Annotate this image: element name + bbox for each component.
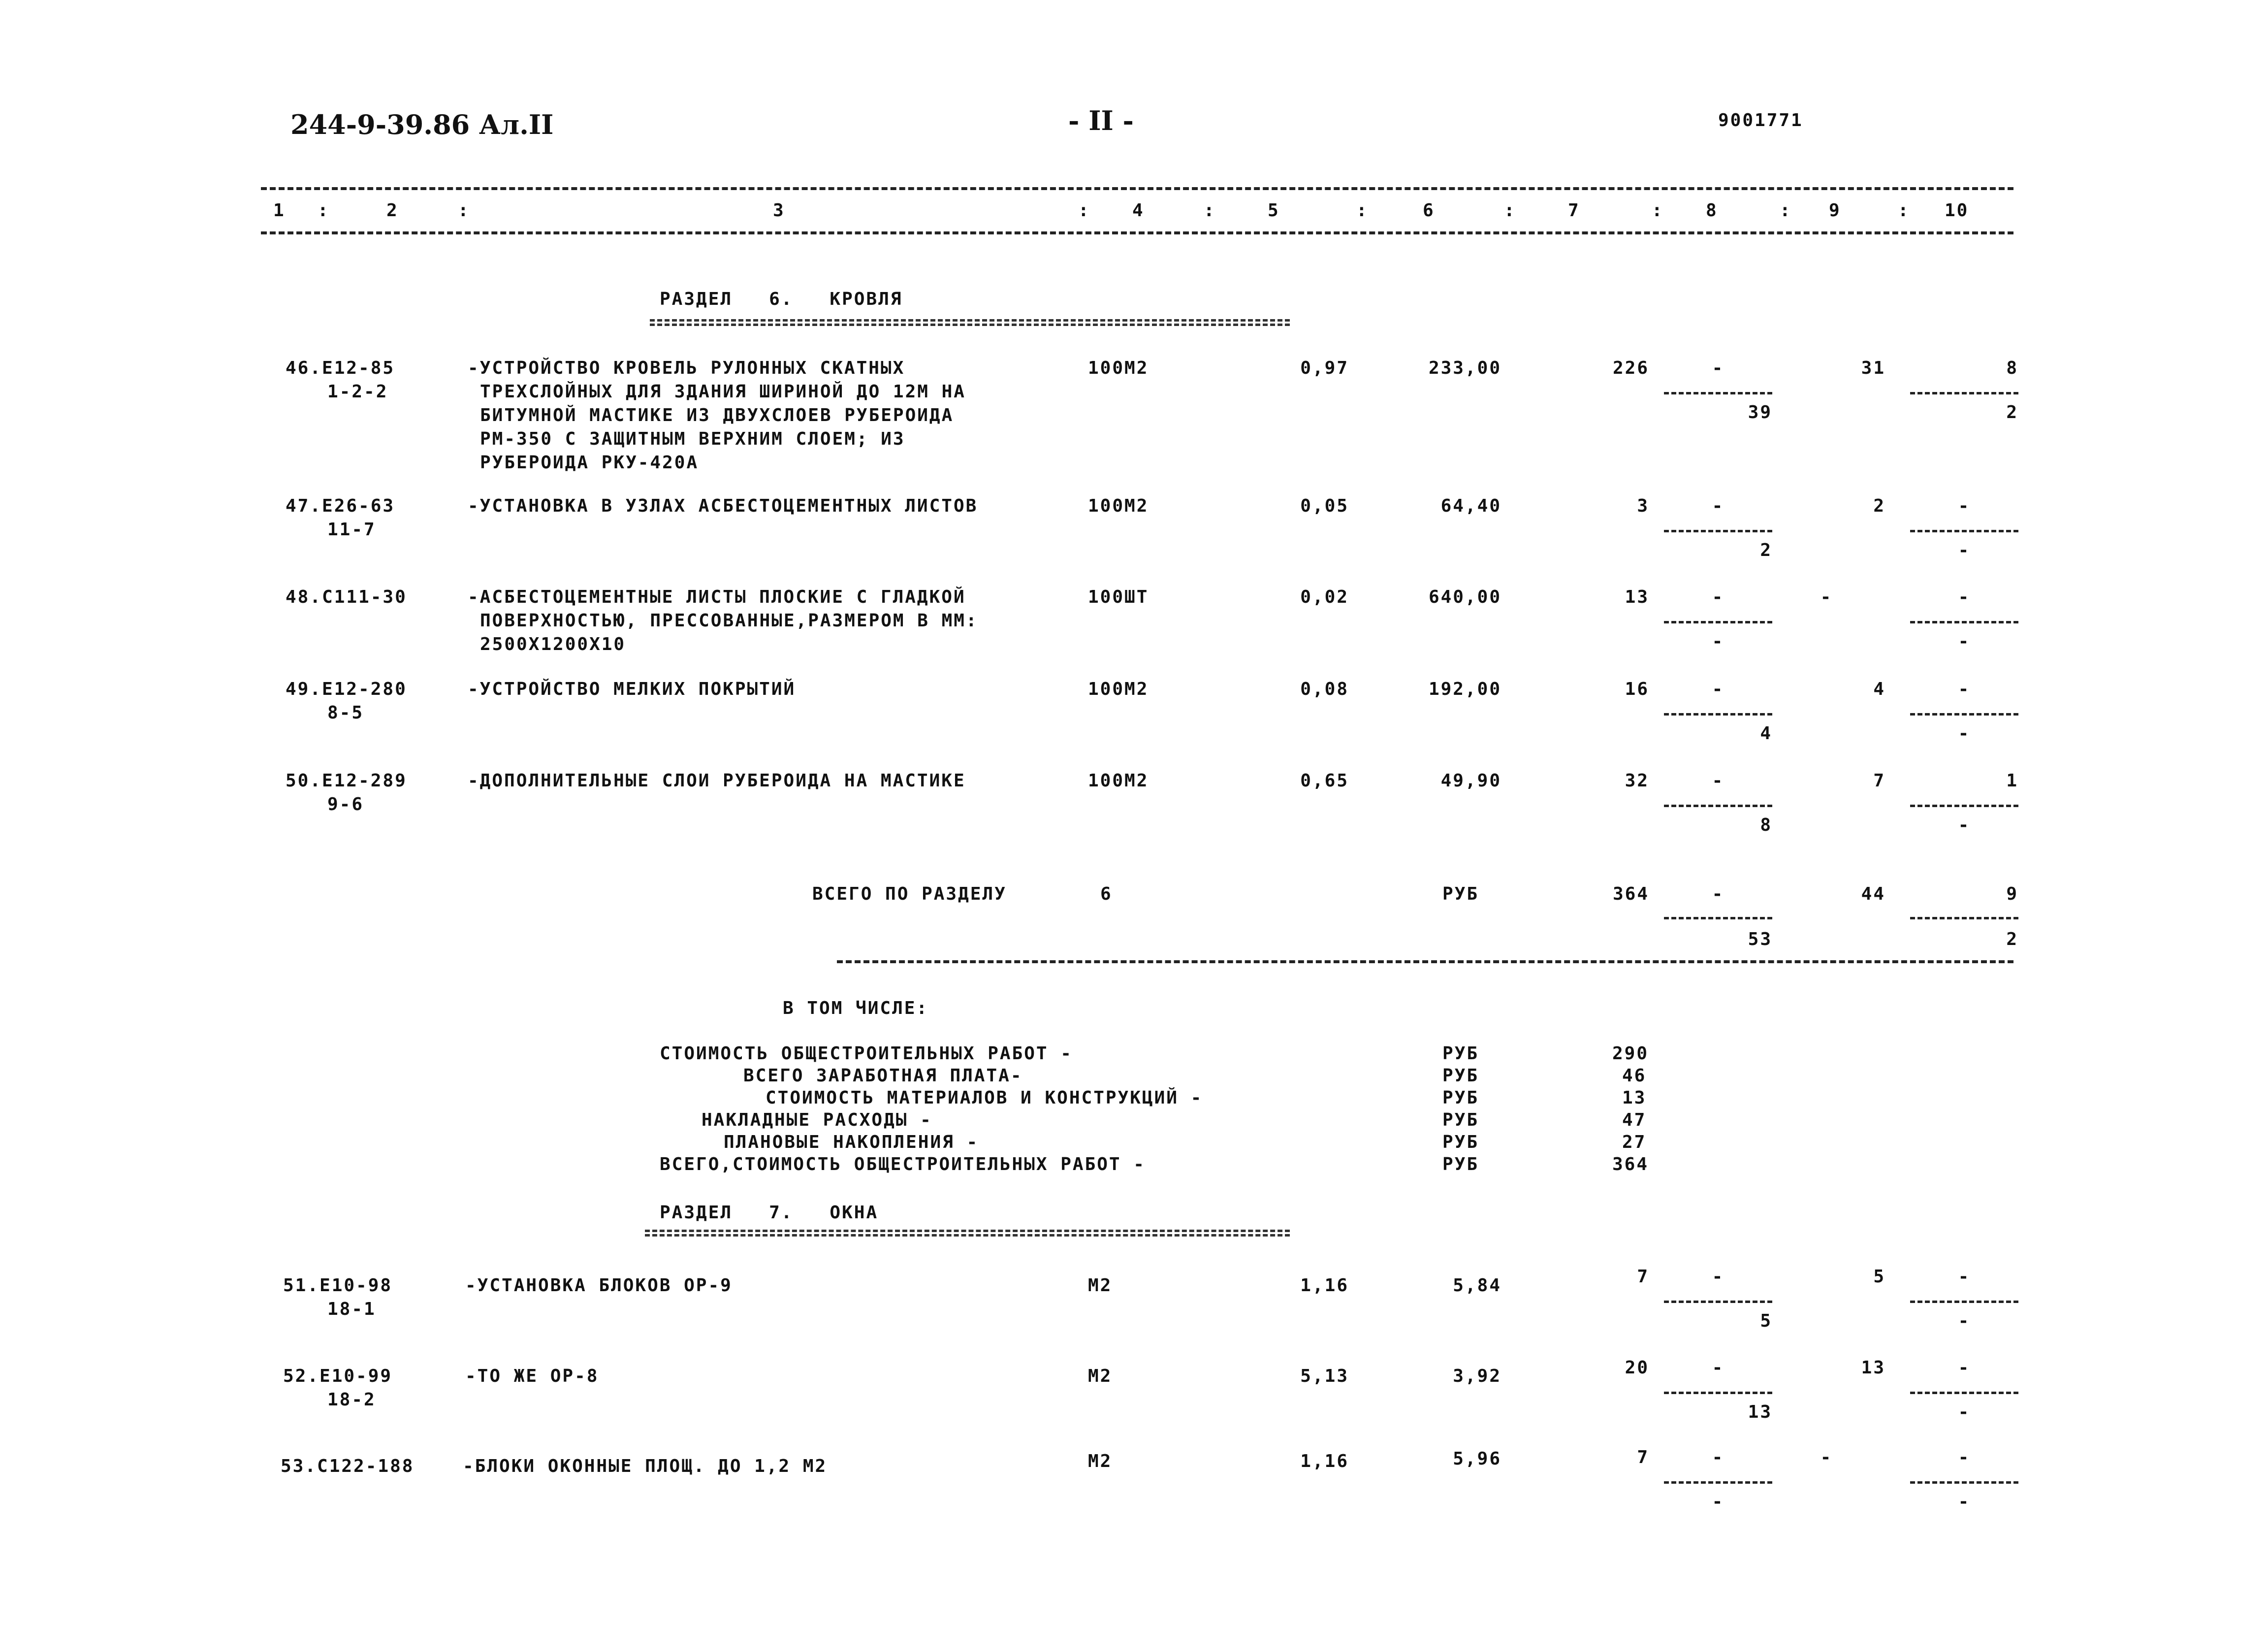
- row-price: 49,90: [1440, 771, 1501, 791]
- total-col8-bottom: 53: [1748, 929, 1772, 949]
- fraction-line: [1664, 530, 1772, 532]
- row-col8-bottom: 13: [1748, 1402, 1772, 1422]
- breakdown-label: СТОИМОСТЬ ОБЩЕСТРОИТЕЛЬНЫХ РАБОТ -: [660, 1043, 1073, 1064]
- row-col7: 32: [1625, 771, 1649, 791]
- breakdown-unit: РУБ: [1442, 1110, 1479, 1130]
- row-unit: 100М2: [1088, 679, 1149, 699]
- row-unit: М2: [1088, 1275, 1113, 1296]
- col-number-8: 8: [1706, 200, 1718, 221]
- col-separator: :: [458, 200, 470, 221]
- col-number-3: 3: [773, 200, 785, 221]
- row-col10-top: -: [1958, 1267, 1971, 1287]
- row-subcode: 18-1: [327, 1299, 376, 1319]
- including-label: В ТОМ ЧИСЛЕ:: [783, 998, 929, 1018]
- row-col8-top: -: [1712, 1267, 1725, 1287]
- fraction-line: [1664, 1301, 1772, 1303]
- col-number-2: 2: [386, 200, 399, 221]
- row-col9: 13: [1861, 1358, 1885, 1378]
- row-description: -УСТАНОВКА В УЗЛАХ АСБЕСТОЦЕМЕНТНЫХ ЛИСТОВ: [468, 496, 978, 516]
- row-price: 640,00: [1428, 587, 1501, 607]
- total-unit: РУБ: [1442, 884, 1479, 904]
- row-col8-top: -: [1712, 771, 1725, 791]
- col-number-4: 4: [1132, 200, 1145, 221]
- breakdown-label: ВСЕГО ЗАРАБОТНАЯ ПЛАТА-: [743, 1066, 1023, 1086]
- row-description: БИТУМНОЙ МАСТИКЕ ИЗ ДВУХСЛОЕВ РУБЕРОИДА: [480, 405, 954, 425]
- page-number: - II -: [1068, 105, 1134, 136]
- row-subcode: 11-7: [327, 520, 376, 540]
- row-description: -УСТРОЙСТВО МЕЛКИХ ПОКРЫТИЙ: [468, 679, 796, 699]
- row-col7: 7: [1637, 1447, 1649, 1467]
- col-number-6: 6: [1423, 200, 1435, 221]
- row-price: 3,92: [1453, 1366, 1501, 1386]
- row-code: 47.Е26-63: [286, 496, 395, 516]
- row-col7: 20: [1625, 1358, 1649, 1378]
- fraction-line: [1910, 621, 2018, 623]
- row-col8-top: -: [1712, 1358, 1725, 1378]
- col-separator: :: [1204, 200, 1216, 221]
- row-col9: 31: [1861, 358, 1885, 378]
- row-col8-top: -: [1712, 1447, 1725, 1467]
- row-price: 5,96: [1453, 1449, 1501, 1469]
- row-col10-bottom: 2: [2006, 402, 2018, 423]
- fraction-line: [1910, 1481, 2018, 1484]
- fraction-line: [1910, 392, 2018, 394]
- row-col10-bottom: -: [1958, 723, 1971, 744]
- row-price: 64,40: [1440, 496, 1501, 516]
- col-separator: :: [1078, 200, 1090, 221]
- col-number-5: 5: [1268, 200, 1280, 221]
- breakdown-value: 46: [1622, 1066, 1647, 1086]
- breakdown-label: СТОИМОСТЬ МАТЕРИАЛОВ И КОНСТРУКЦИЙ -: [766, 1088, 1203, 1108]
- row-unit: 100ШТ: [1088, 587, 1149, 607]
- row-col7: 16: [1625, 679, 1649, 699]
- breakdown-unit: РУБ: [1442, 1043, 1479, 1064]
- row-col7: 13: [1625, 587, 1649, 607]
- row-quantity: 5,13: [1300, 1366, 1349, 1386]
- row-price: 233,00: [1428, 358, 1501, 378]
- total-divider: [837, 960, 2013, 963]
- row-col10-top: -: [1958, 496, 1971, 516]
- row-unit: М2: [1088, 1366, 1113, 1386]
- row-col8-bottom: 5: [1760, 1311, 1772, 1331]
- fraction-line: [1664, 1392, 1772, 1394]
- row-quantity: 0,97: [1300, 358, 1349, 378]
- row-col10-top: -: [1958, 679, 1971, 699]
- row-description: -АСБЕСТОЦЕМЕНТНЫЕ ЛИСТЫ ПЛОСКИЕ С ГЛАДКОЙ: [468, 587, 966, 607]
- col-separator: :: [1898, 200, 1910, 221]
- row-code: 53.С122-188: [281, 1456, 415, 1476]
- row-col10-top: 8: [2006, 358, 2018, 378]
- row-col8-top: -: [1712, 358, 1725, 378]
- breakdown-value: 364: [1612, 1154, 1649, 1174]
- row-col9: 5: [1873, 1267, 1885, 1287]
- fraction-line: [1664, 392, 1772, 394]
- row-col10-bottom: -: [1958, 1402, 1971, 1422]
- row-col10-bottom: -: [1958, 1311, 1971, 1331]
- row-col8-bottom: -: [1712, 1492, 1725, 1512]
- fraction-line: [1910, 917, 2018, 919]
- row-col7: 3: [1637, 496, 1649, 516]
- fraction-line: [1664, 917, 1772, 919]
- row-code: 51.Е10-98: [283, 1275, 393, 1296]
- fraction-line: [1910, 530, 2018, 532]
- col-separator: :: [318, 200, 330, 221]
- breakdown-value: 290: [1612, 1043, 1649, 1064]
- row-quantity: 0,05: [1300, 496, 1349, 516]
- breakdown-label: ВСЕГО,СТОИМОСТЬ ОБЩЕСТРОИТЕЛЬНЫХ РАБОТ -: [660, 1154, 1146, 1174]
- breakdown-value: 47: [1622, 1110, 1647, 1130]
- total-section-number: 6: [1100, 884, 1113, 904]
- breakdown-value: 27: [1622, 1132, 1647, 1152]
- row-quantity: 0,08: [1300, 679, 1349, 699]
- breakdown-label: НАКЛАДНЫЕ РАСХОДЫ -: [702, 1110, 932, 1130]
- row-description: -УСТРОЙСТВО КРОВЕЛЬ РУЛОННЫХ СКАТНЫХ: [468, 358, 905, 378]
- row-price: 192,00: [1428, 679, 1501, 699]
- row-col10-bottom: -: [1958, 540, 1971, 560]
- row-code: 52.Е10-99: [283, 1366, 393, 1386]
- row-col9: 4: [1873, 679, 1885, 699]
- section-7-title: РАЗДЕЛ 7. ОКНА: [660, 1203, 879, 1223]
- row-description: -БЛОКИ ОКОННЫЕ ПЛОЩ. ДО 1,2 М2: [463, 1456, 828, 1476]
- row-col9: -: [1820, 1447, 1833, 1467]
- row-description: -ДОПОЛНИТЕЛЬНЫЕ СЛОИ РУБЕРОИДА НА МАСТИКЕ: [468, 771, 966, 791]
- breakdown-unit: РУБ: [1442, 1154, 1479, 1174]
- row-quantity: 1,16: [1300, 1275, 1349, 1296]
- fraction-line: [1664, 713, 1772, 716]
- row-quantity: 0,65: [1300, 771, 1349, 791]
- document-code: 244-9-39.86 Ал.II: [290, 109, 554, 140]
- total-col10-bottom: 2: [2006, 929, 2018, 949]
- row-code: 49.Е12-280: [286, 679, 407, 699]
- row-col9: -: [1820, 587, 1833, 607]
- breakdown-unit: РУБ: [1442, 1088, 1479, 1108]
- row-col10-top: -: [1958, 587, 1971, 607]
- total-col8-top: -: [1712, 884, 1725, 904]
- row-code: 50.Е12-289: [286, 771, 407, 791]
- row-col10-bottom: -: [1958, 1492, 1971, 1512]
- fraction-line: [1910, 713, 2018, 716]
- row-description: 2500Х1200Х10: [480, 634, 626, 654]
- row-subcode: 9-6: [327, 794, 364, 814]
- row-unit: 100М2: [1088, 358, 1149, 378]
- row-subcode: 8-5: [327, 703, 364, 723]
- col-number-9: 9: [1829, 200, 1841, 221]
- section-6-underline: [650, 319, 1290, 326]
- row-quantity: 0,02: [1300, 587, 1349, 607]
- row-col8-bottom: 4: [1760, 723, 1772, 744]
- table-top-rule: [261, 187, 2013, 190]
- col-separator: :: [1780, 200, 1792, 221]
- row-col10-top: -: [1958, 1447, 1971, 1467]
- row-description: РУБЕРОИДА РКУ-420А: [480, 453, 699, 473]
- col-number-10: 10: [1945, 200, 1969, 221]
- fraction-line: [1664, 621, 1772, 623]
- row-description: ПОВЕРХНОСТЬЮ, ПРЕССОВАННЫЕ,РАЗМЕРОМ В ММ:: [480, 611, 978, 631]
- section-6-title: РАЗДЕЛ 6. КРОВЛЯ: [660, 289, 903, 309]
- section-7-underline: [645, 1230, 1290, 1237]
- fraction-line: [1910, 805, 2018, 807]
- fraction-line: [1910, 1392, 2018, 1394]
- fraction-line: [1664, 805, 1772, 807]
- row-col7: 226: [1612, 358, 1649, 378]
- total-col9: 44: [1861, 884, 1885, 904]
- row-col8-top: -: [1712, 587, 1725, 607]
- row-col7: 7: [1637, 1267, 1649, 1287]
- row-col10-top: -: [1958, 1358, 1971, 1378]
- row-unit: 100М2: [1088, 771, 1149, 791]
- row-col9: 7: [1873, 771, 1885, 791]
- row-description: -УСТАНОВКА БЛОКОВ ОР-9: [465, 1275, 733, 1296]
- col-number-1: 1: [273, 200, 286, 221]
- row-unit: 100М2: [1088, 496, 1149, 516]
- col-separator: :: [1504, 200, 1516, 221]
- row-unit: М2: [1088, 1451, 1113, 1471]
- fraction-line: [1910, 1301, 2018, 1303]
- row-subcode: 18-2: [327, 1390, 376, 1410]
- breakdown-value: 13: [1622, 1088, 1647, 1108]
- row-col10-bottom: -: [1958, 631, 1971, 651]
- breakdown-unit: РУБ: [1442, 1132, 1479, 1152]
- row-col8-top: -: [1712, 496, 1725, 516]
- row-subcode: 1-2-2: [327, 382, 388, 402]
- breakdown-unit: РУБ: [1442, 1066, 1479, 1086]
- row-description: -ТО ЖЕ ОР-8: [465, 1366, 599, 1386]
- row-quantity: 1,16: [1300, 1451, 1349, 1471]
- col-separator: :: [1356, 200, 1369, 221]
- row-col10-bottom: -: [1958, 815, 1971, 835]
- row-col8-bottom: 8: [1760, 815, 1772, 835]
- breakdown-label: ПЛАНОВЫЕ НАКОПЛЕНИЯ -: [724, 1132, 979, 1152]
- col-separator: :: [1652, 200, 1664, 221]
- row-description: РМ-350 С ЗАЩИТНЫМ ВЕРХНИМ СЛОЕМ; ИЗ: [480, 429, 905, 449]
- total-col10-top: 9: [2006, 884, 2018, 904]
- row-col9: 2: [1873, 496, 1885, 516]
- total-col7: 364: [1612, 884, 1649, 904]
- total-label: ВСЕГО ПО РАЗДЕЛУ: [812, 884, 1007, 904]
- row-col8-bottom: -: [1712, 631, 1725, 651]
- row-code: 46.Е12-85: [286, 358, 395, 378]
- col-number-7: 7: [1568, 200, 1580, 221]
- row-col8-bottom: 39: [1748, 402, 1772, 423]
- row-price: 5,84: [1453, 1275, 1501, 1296]
- row-description: ТРЕХСЛОЙНЫХ ДЛЯ ЗДАНИЯ ШИРИНОЙ ДО 12М НА: [480, 382, 966, 402]
- row-col8-bottom: 2: [1760, 540, 1772, 560]
- header-bottom-rule: [261, 231, 2013, 234]
- row-code: 48.С111-30: [286, 587, 407, 607]
- fraction-line: [1664, 1481, 1772, 1484]
- document-id: 9001771: [1718, 110, 1803, 130]
- row-col8-top: -: [1712, 679, 1725, 699]
- row-col10-top: 1: [2006, 771, 2018, 791]
